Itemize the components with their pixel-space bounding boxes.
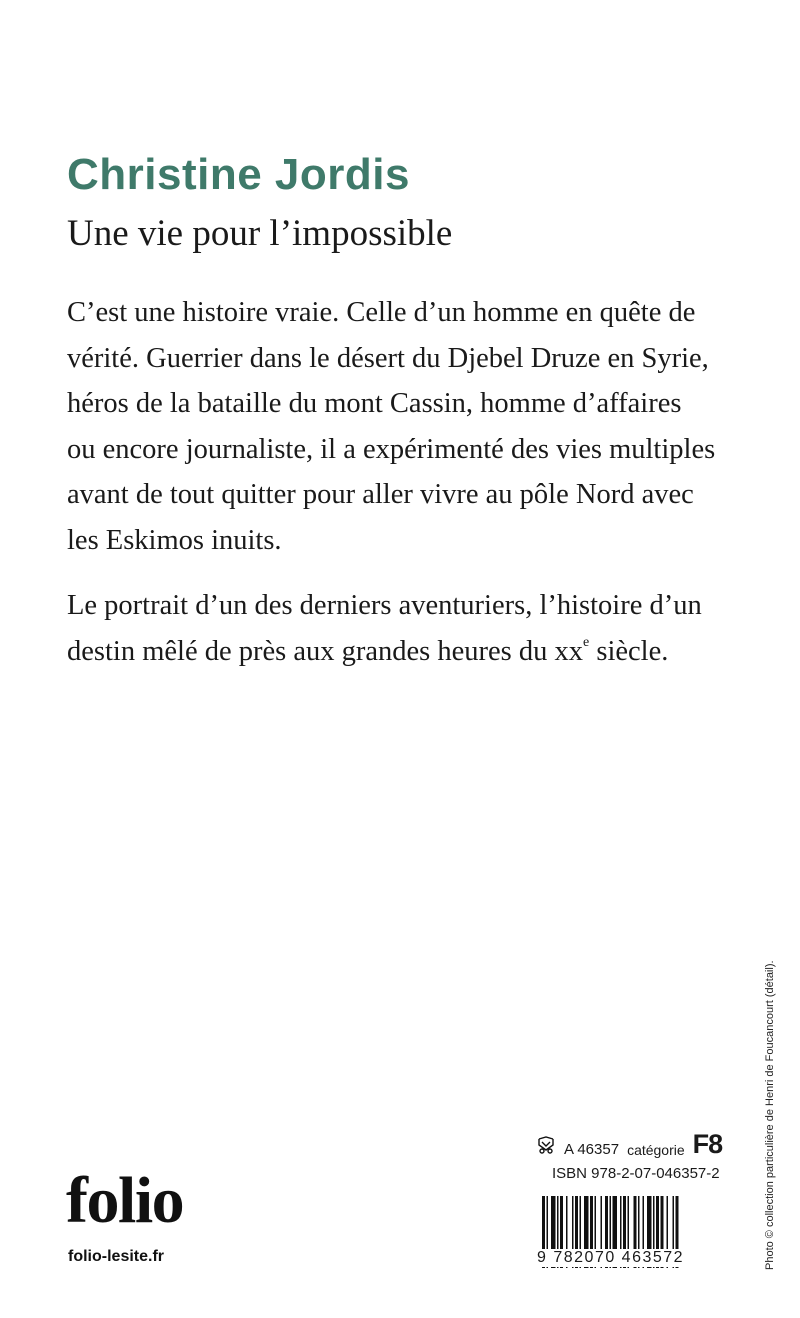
author-name: Christine Jordis [67, 150, 410, 199]
catalog-line [536, 1128, 722, 1158]
category-label: catégorie [627, 1142, 685, 1158]
isbn: ISBN 978-2-07-046357-2 [552, 1165, 720, 1182]
summary-text: siècle. [589, 635, 669, 667]
summary-line: C’est une histoire vraie. Celle d’un homme en quête de [67, 297, 696, 328]
category-code: F8 [692, 1129, 723, 1159]
summary-paragraph-2 [67, 583, 727, 674]
summary-line: avant de tout quitter pour aller vivre au pôle Nord avec [67, 479, 694, 510]
summary-line: héros de la bataille du mont Cassin, homme d’affaires [67, 388, 682, 419]
summary-line: les Eskimos inuits. [67, 524, 282, 556]
summary-paragraph-1 [67, 290, 727, 563]
summary-line: vérité. Guerrier dans le désert du Djebel Druze en Syrie, [67, 342, 709, 374]
summary-line: Le portrait d’un des derniers aventuriers, l’histoire d’un [67, 590, 702, 621]
publisher-logo: folio [66, 1164, 184, 1237]
gallimard-monogram-icon [536, 1136, 556, 1158]
summary-line: ou encore journaliste, il a expérimenté des vies multiples [67, 433, 716, 465]
summary-text: destin mêlé de près aux grandes heures du xx [67, 635, 584, 667]
summary-line [67, 629, 727, 675]
book-title: Une vie pour l’impossible [67, 213, 453, 254]
barcode-number: 9 782070 463572 [537, 1249, 685, 1266]
photo-credit: Photo © collection particulière de Henri de Foucancourt (détail). [764, 960, 776, 1270]
catalog-code: A 46357 [564, 1141, 620, 1158]
publisher-website: folio-lesite.fr [68, 1248, 165, 1265]
century-superscript: e [583, 634, 590, 650]
